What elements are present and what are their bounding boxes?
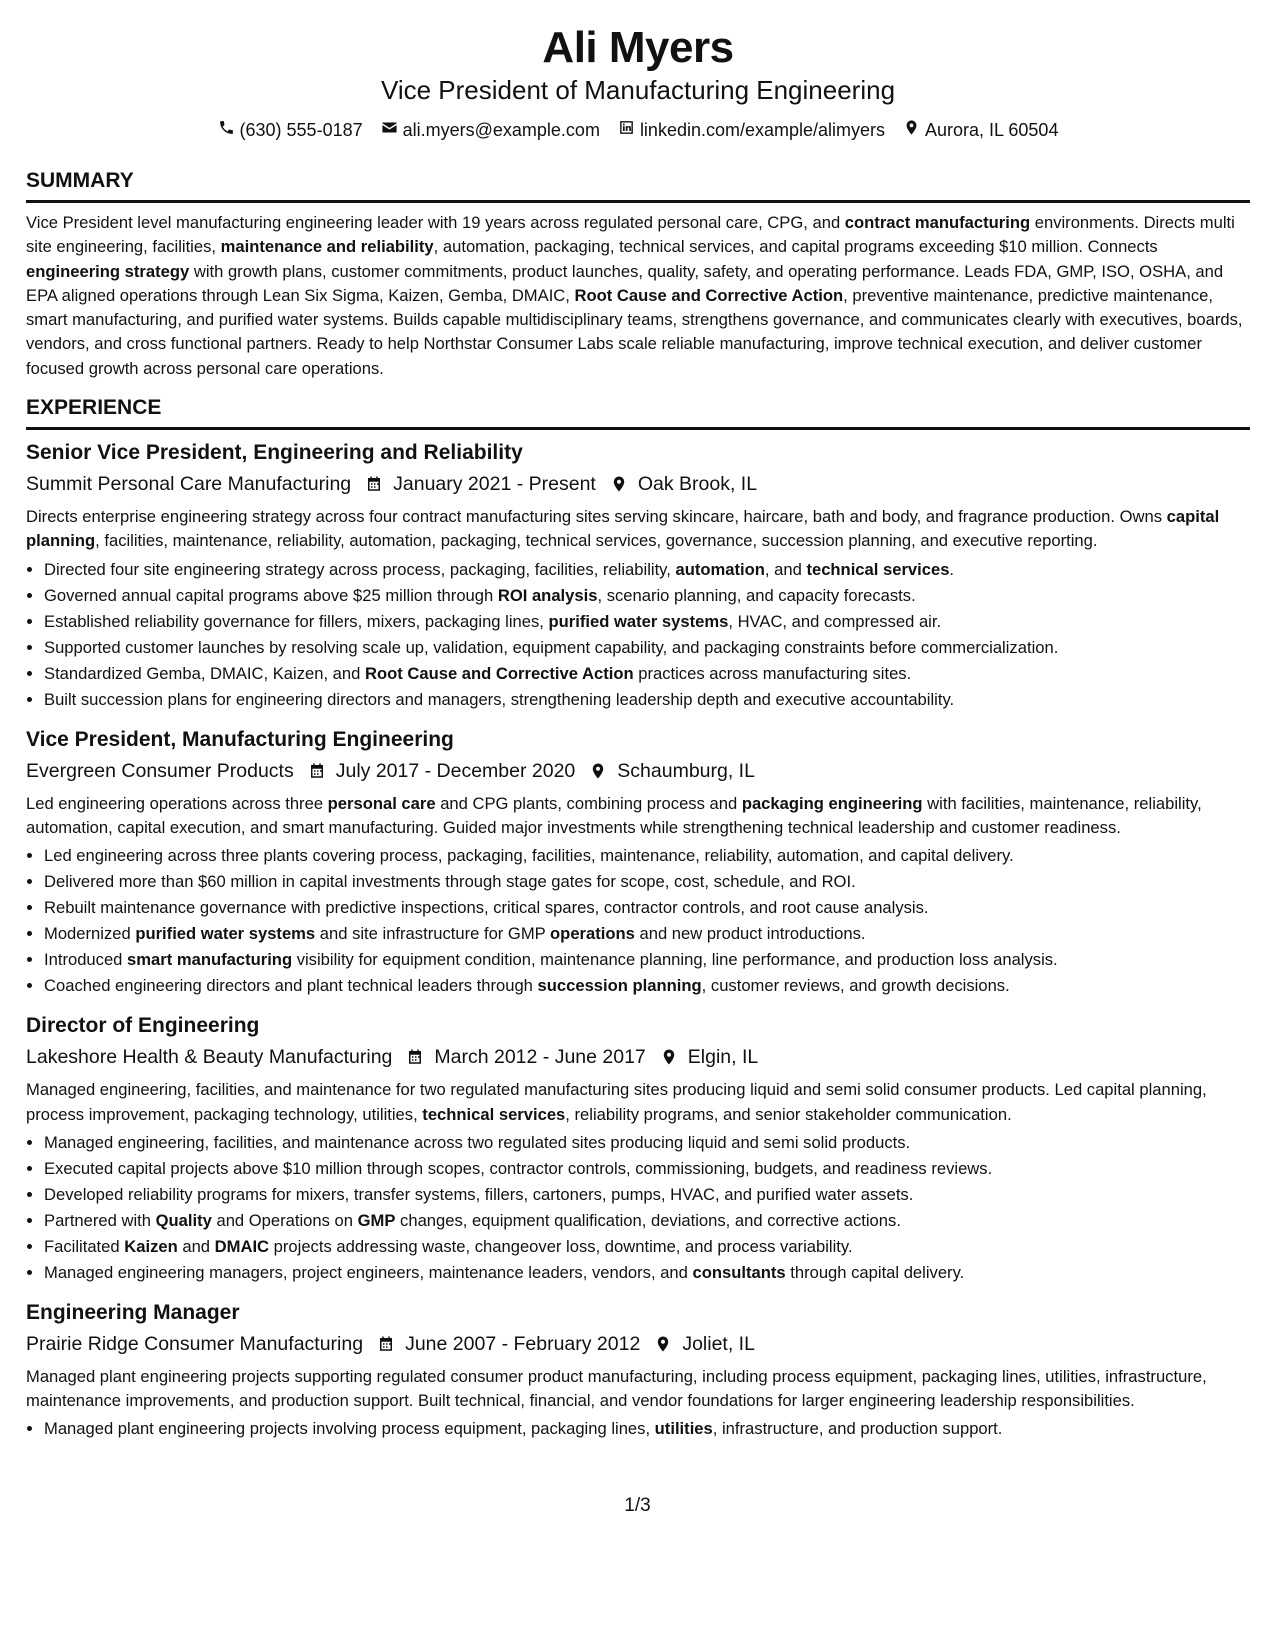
- calendar-icon: [308, 762, 326, 780]
- bullet-item: • Managed plant engineering projects involving process equipment, packaging lines, utilities, infrastructure, and production support.: [44, 1416, 1250, 1442]
- job-bullets: [26, 843, 1250, 999]
- bold-keyword: Root Cause and Corrective Action: [574, 285, 844, 305]
- job-meta: [26, 1042, 1250, 1072]
- job-bullets: [26, 1130, 1250, 1286]
- bold-keyword: purified water systems: [135, 924, 316, 944]
- job-title: Senior Vice President, Engineering and Reliability: [26, 441, 523, 465]
- bold-keyword: automation: [675, 559, 765, 579]
- bold-keyword: ROI analysis: [497, 585, 598, 605]
- location-pin-icon: [654, 1335, 672, 1353]
- company-name: Summit Personal Care Manufacturing: [26, 473, 352, 496]
- bullet-item: • Led engineering across three plants covering process, packaging, facilities, maintenance, reliability, automation, and capital delivery.: [44, 843, 1250, 869]
- bold-keyword: GMP: [357, 1210, 396, 1230]
- page-number: 1/3: [624, 1495, 651, 1516]
- bullet-item: • Introduced smart manufacturing visibility for equipment condition, maintenance planning, line performance, and production loss analysis.: [44, 947, 1250, 973]
- bullet-item: • Supported customer launches by resolving scale up, validation, equipment capability, and packaging constraints before commercialization.: [44, 635, 1250, 661]
- bullet-item: • Built succession plans for engineering directors and managers, strengthening leadership depth and executive accountability.: [44, 687, 1250, 713]
- job-meta: [26, 756, 1250, 786]
- company-name: Prairie Ridge Consumer Manufacturing: [26, 1332, 364, 1355]
- job-location: Joliet, IL: [682, 1332, 755, 1355]
- email-icon: [381, 118, 398, 142]
- bold-keyword: Root Cause and Corrective Action: [364, 663, 634, 683]
- job-title: Engineering Manager: [26, 1300, 240, 1324]
- bullet-item: • Standardized Gemba, DMAIC, Kaizen, and Root Cause and Corrective Action practices across manufacturing sites.: [44, 661, 1250, 687]
- bold-keyword: consultants: [692, 1262, 786, 1282]
- job-meta: [26, 469, 1250, 499]
- job-title: Director of Engineering: [26, 1014, 260, 1038]
- job-entry: [26, 1298, 1250, 1443]
- bold-keyword: personal care: [327, 793, 436, 813]
- bullet-item: • Managed engineering managers, project engineers, maintenance leaders, vendors, and consultants through capital delivery.: [44, 1260, 1250, 1286]
- company-name: Lakeshore Health & Beauty Manufacturing: [26, 1046, 393, 1069]
- bold-keyword: succession planning: [537, 976, 702, 996]
- resume-page: [26, 22, 1250, 1442]
- bullet-item: • Executed capital projects above $10 million through scopes, contractor controls, commissioning, budgets, and readiness reviews.: [44, 1156, 1250, 1182]
- bullet-item: • Rebuilt maintenance governance with predictive inspections, critical spares, contractor controls, and root cause analysis.: [44, 895, 1250, 921]
- bold-keyword: Quality: [155, 1210, 212, 1230]
- bold-keyword: DMAIC: [214, 1236, 270, 1256]
- job-location: Oak Brook, IL: [637, 473, 758, 496]
- bold-keyword: Kaizen: [124, 1236, 178, 1256]
- job-description: Managed engineering, facilities, and maintenance for two regulated manufacturing sites producing liquid and semi solid consumer products. Led capital planning, process improvement, packaging technology, utilities, technical services, reliability programs, and senior stakeholder communication.: [26, 1080, 1207, 1124]
- location-text: Aurora, IL 60504: [925, 120, 1059, 140]
- job-description: Led engineering operations across three personal care and CPG plants, combining process and packaging engineering with facilities, maintenance, reliability, automation, capital execution, and smart manufacturing. Guided major investments while strengthening technical leadership and customer readiness.: [26, 793, 1202, 837]
- contact-linkedin[interactable]: [618, 118, 885, 142]
- summary-text: Vice President level manufacturing engineering leader with 19 years across regulated personal care, CPG, and contract manufacturing environments. Directs multi site engineering, facilities, maintenance and reliability, automation, packaging, technical services, and capital programs exceeding $10 million. Connects engineering strategy with growth plans, customer commitments, product launches, quality, safety, and operating performance. Leads FDA, GMP, ISO, OSHA, and EPA aligned operations through Lean Six Sigma, Kaizen, Gemba, DMAIC, Root Cause and Corrective Action, preventive maintenance, predictive maintenance, smart manufacturing, and purified water systems. Builds capable multidisciplinary teams, strengthens governance, and communicates clearly with executives, boards, vendors, and cross functional partners. Ready to help Northstar Consumer Labs scale reliable manufacturing, improve technical execution, and deliver customer focused growth across personal care operations.: [26, 213, 1243, 378]
- bold-keyword: purified water systems: [548, 611, 729, 631]
- bullet-item: • Managed engineering, facilities, and maintenance across two regulated sites producing liquid and semi solid products.: [44, 1130, 1250, 1156]
- bold-keyword: engineering strategy: [26, 261, 190, 281]
- location-pin-icon: [660, 1048, 678, 1066]
- linkedin-text: linkedin.com/example/alimyers: [639, 120, 886, 140]
- job-dates: July 2017 - December 2020: [335, 759, 576, 782]
- job-dates: January 2021 - Present: [393, 473, 596, 496]
- calendar-icon: [377, 1335, 395, 1353]
- location-pin-icon: [610, 475, 628, 493]
- contact-location: [903, 118, 1058, 142]
- job-description: Managed plant engineering projects supporting regulated consumer product manufacturing, including process equipment, packaging lines, utilities, infrastructure, maintenance improvements, and production support. Built technical, financial, and vendor foundations for larger engineering leadership responsibilities.: [26, 1366, 1207, 1411]
- calendar-icon: [365, 475, 383, 493]
- linkedin-icon: [618, 118, 635, 142]
- location-pin-icon: [903, 118, 920, 142]
- bold-keyword: smart manufacturing: [127, 950, 293, 970]
- candidate-headline: Vice President of Manufacturing Engineering: [380, 75, 896, 105]
- bullet-item: • Governed annual capital programs above $25 million through ROI analysis, scenario planning, and capacity forecasts.: [44, 583, 1250, 609]
- job-dates: March 2012 - June 2017: [434, 1046, 646, 1069]
- calendar-icon: [406, 1048, 424, 1066]
- contact-email[interactable]: [381, 118, 600, 142]
- bullet-item: • Partnered with Quality and Operations on GMP changes, equipment qualification, deviations, and corrective actions.: [44, 1208, 1250, 1234]
- bold-keyword: operations: [550, 924, 635, 944]
- company-name: Evergreen Consumer Products: [26, 759, 294, 782]
- job-bullets: [26, 557, 1250, 713]
- job-description: Directs enterprise engineering strategy across four contract manufacturing sites serving skincare, haircare, bath and body, and fragrance production. Owns capital planning, facilities, maintenance, reliability, automation, packaging, technical services, governance, succession planning, and executive reporting.: [26, 507, 1220, 551]
- summary-section: [26, 168, 1250, 381]
- bullet-item: • Developed reliability programs for mixers, transfer systems, fillers, cartoners, pumps, HVAC, and purified water assets.: [44, 1182, 1250, 1208]
- phone-text: (630) 555-0187: [239, 120, 363, 140]
- job-entry: [26, 438, 1250, 713]
- experience-section: [26, 395, 1250, 1442]
- job-meta: [26, 1329, 1250, 1359]
- job-dates: June 2007 - February 2012: [405, 1332, 641, 1355]
- job-bullets: [26, 1416, 1250, 1442]
- bullet-item: • Modernized purified water systems and site infrastructure for GMP operations and new product introductions.: [44, 921, 1250, 947]
- bold-keyword: technical services: [806, 559, 950, 579]
- job-title: Vice President, Manufacturing Engineering: [26, 727, 454, 751]
- bold-keyword: packaging engineering: [741, 793, 923, 813]
- contact-bar: [26, 118, 1250, 142]
- bold-keyword: capital planning: [26, 507, 1220, 551]
- email-text: ali.myers@example.com: [402, 120, 600, 140]
- bullet-item: • Established reliability governance for fillers, mixers, packaging lines, purified water systems, HVAC, and compressed air.: [44, 609, 1250, 635]
- contact-phone[interactable]: [218, 118, 363, 142]
- bold-keyword: contract manufacturing: [844, 213, 1031, 232]
- candidate-name: Ali Myers: [542, 23, 734, 72]
- location-pin-icon: [589, 762, 607, 780]
- bold-keyword: utilities: [654, 1419, 713, 1439]
- job-entry: [26, 1011, 1250, 1286]
- summary-heading: SUMMARY: [26, 168, 1250, 203]
- job-list: [26, 438, 1250, 1442]
- job-location: Elgin, IL: [687, 1046, 759, 1069]
- bold-keyword: technical services: [422, 1104, 566, 1124]
- bold-keyword: maintenance and reliability: [220, 237, 434, 257]
- bullet-item: • Facilitated Kaizen and DMAIC projects addressing waste, changeover loss, downtime, and process variability.: [44, 1234, 1250, 1260]
- experience-heading: EXPERIENCE: [26, 395, 1250, 430]
- job-entry: [26, 725, 1250, 1000]
- bullet-item: • Directed four site engineering strategy across process, packaging, facilities, reliability, automation, and technical services.: [44, 557, 1250, 583]
- bullet-item: • Delivered more than $60 million in capital investments through stage gates for scope, cost, schedule, and ROI.: [44, 869, 1250, 895]
- job-location: Schaumburg, IL: [617, 759, 755, 782]
- phone-icon: [218, 118, 235, 142]
- bullet-item: • Coached engineering directors and plant technical leaders through succession planning, customer reviews, and growth decisions.: [44, 973, 1250, 999]
